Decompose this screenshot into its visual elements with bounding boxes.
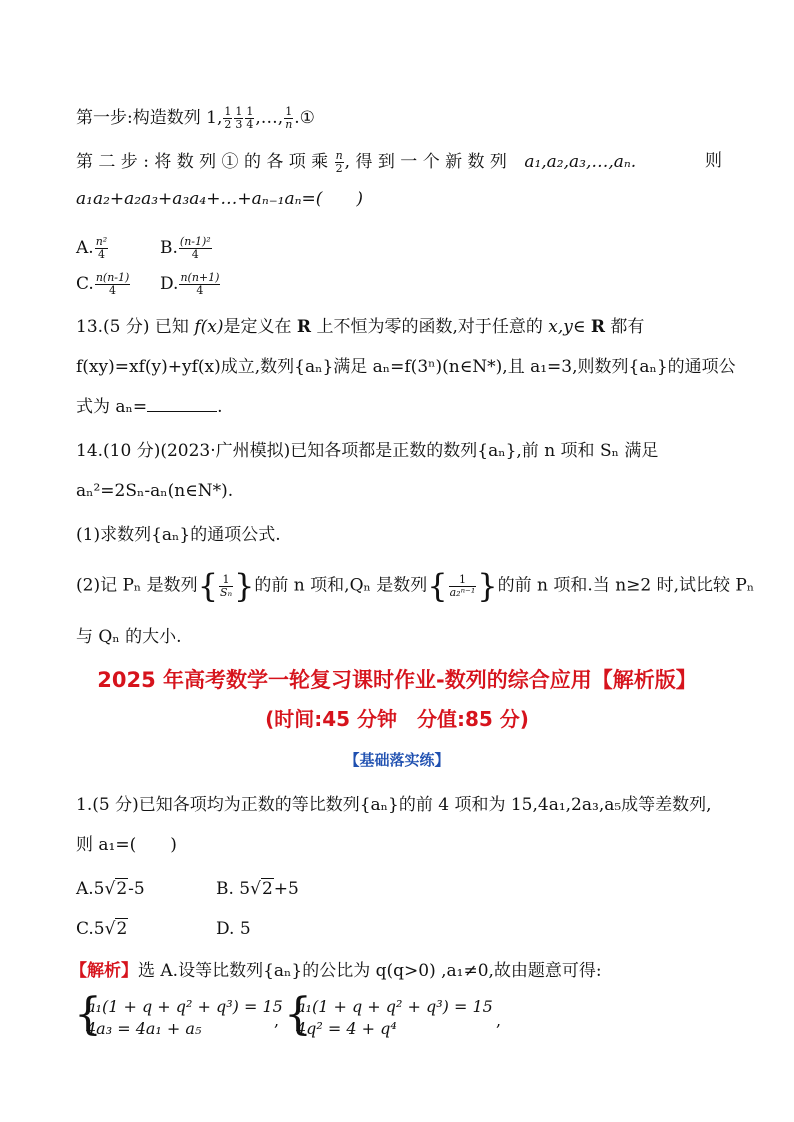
q12-expression: a₁a₂+a₂a₃+a₃a₄+…+aₙ₋₁aₙ=( ) [76,189,364,209]
q12-step2-then: 则 [705,151,722,171]
page-title: 2025 年高考数学一轮复习课时作业-数列的综合应用【解析版】 [97,668,697,692]
q12-option-b-label: B. [160,238,178,258]
q14-part-2: (2)记 Pₙ 是数列{ $\frac{1}{\text{Sₙ}}$ }的前 n 项和,Qₙ 是数列{ $\frac{1}{\text{a₂ⁿ⁻¹}}$ }的前 n 项和.当 n≥2 时,试比较 Pₙ [76,567,755,605]
q13-answer-blank[interactable] [147,397,217,412]
q14-part-2-line-2: 与 Qₙ 的大小. [76,627,182,647]
q12-step2-text-a: 第 二 步 : 将 数 列 ① 的 各 项 乘 [76,152,329,172]
q12-frac-1-2: $\frac{1}{2}$ [224,105,232,131]
sys2-eq2: 4q² = 4 + q⁴ [296,1019,397,1038]
q12-option-c-frac: $\frac{n(n-1)}{4}$ [95,271,130,297]
q12-step2-text-b: , 得 到 一 个 新 数 列 [344,152,507,172]
q14-part-1: (1)求数列{aₙ}的通项公式. [76,525,281,545]
q1-options-row-2 [76,918,722,940]
q14-line-2: aₙ²=2Sₙ-aₙ(n∈N*). [76,481,234,501]
q12-option-d-frac: $\frac{n(n+1)}{4}$ [180,271,220,297]
q1-option-c: C.5√2 [76,919,128,939]
section-tag: 【基础落实练】 [344,751,450,769]
q12-option-b-frac: $\frac{\text{(n-1)²}}{4}$ [179,235,211,261]
q12-frac-1-4: $\frac{1}{4}$ [246,105,254,131]
equation-system-2: { a₁(1 + q + q² + q³) = 15 4q² = 4 + q⁴ [284,989,493,1040]
q12-frac-1-3: $\frac{1}{3}$ [235,105,243,131]
q1-line-1: 1.(5 分)已知各项均为正数的等比数列{aₙ}的前 4 项和为 15,4a₁,2a₃,a₅成等差数列, [76,795,712,815]
q14-part2-text-b: 的前 n 项和,Qₙ 是数列 [254,575,428,596]
q12-options-row-2 [76,272,722,297]
analysis-tag: 【解析】 [70,961,138,981]
q1-options-row-1 [76,878,722,900]
q12-option-a-label: A. [76,238,94,258]
q12-option-d-label: D. [160,274,179,294]
q14-part2-text-c: 的前 n 项和.当 n≥2 时,试比较 Pₙ [497,575,755,596]
q12-options-row-1 [76,236,722,261]
q14-part2-frac-1: $\frac{1}{\text{Sₙ}}$ [220,572,233,599]
q13-text-b: 是定义在 [223,317,292,337]
q13-xy: x,y∈ [548,317,586,337]
q1-option-d: D. 5 [216,919,251,939]
sys-end: , [496,1011,502,1030]
sys1-eq2: 4a₃ = 4a₁ + a₅ [86,1019,202,1038]
q13-line-1 [76,316,722,338]
page-subtitle: (时间:45 分钟 分值:85 分) [265,707,529,731]
q13-R2: R [590,317,605,337]
q12-step2-frac: $\frac{n}{2}$ [335,149,343,175]
q12-step1-line [76,106,722,131]
q13-line-2: f(xy)=xf(y)+yf(x)成立,数列{aₙ}满足 aₙ=f(3ⁿ)(n∈N*),且 a₁=3,则数列{aₙ}的通项公 [76,357,736,377]
q13-answer-prefix: 式为 aₙ= [76,397,148,417]
q12-step1-seq-start: 1, [206,108,223,128]
q14-part2-frac-2: $\frac{1}{\text{a₂ⁿ⁻¹}}$ [449,572,476,599]
sys-separator: , [274,1011,280,1030]
q13-text-d: 都有 [610,317,645,337]
q12-option-c-label: C. [76,274,94,294]
q13-text-a: 13.(5 分) 已知 [76,317,189,337]
q1-option-a: A.5√2-5 [76,879,145,899]
q12-option-a-frac: $\frac{\text{n²}}{4}$ [95,235,108,261]
q12-step2-seq: a₁,a₂,a₃,…,aₙ. [524,152,637,172]
q1-option-b: B. 5√2+5 [216,879,299,899]
q1-analysis-line [70,960,722,982]
sys1-eq1: a₁(1 + q + q² + q³) = 15 [86,997,283,1016]
q13-R: R [296,317,312,337]
q13-answer-end: . [217,397,223,417]
q13-fx: f(x) [194,317,224,337]
sys2-eq1: a₁(1 + q + q² + q³) = 15 [296,997,493,1016]
analysis-text: 选 A.设等比数列{aₙ}的公比为 q(q>0) ,a₁≠0,故由题意可得: [138,961,602,981]
q14-part2-text-a: (2)记 Pₙ 是数列 [76,575,198,596]
q13-line-3 [76,396,722,418]
q13-text-c: 上不恒为零的函数,对于任意的 [316,317,543,337]
q1-line-2: 则 a₁=( ) [76,835,177,855]
q12-step2-line [76,150,722,175]
q12-step1-label: 第一步:构造数列 [76,108,201,128]
q12-step1-dots: ,…, [255,108,284,128]
q12-frac-1-n: $\frac{1}{n}$ [285,105,293,131]
equation-system-1: { a₁(1 + q + q² + q³) = 15 4a₃ = 4a₁ + a₅ [74,989,283,1040]
q12-step1-mark: .① [294,108,315,128]
q14-line-1: 14.(10 分)(2023·广州模拟)已知各项都是正数的数列{aₙ},前 n 项和 Sₙ 满足 [76,441,659,461]
